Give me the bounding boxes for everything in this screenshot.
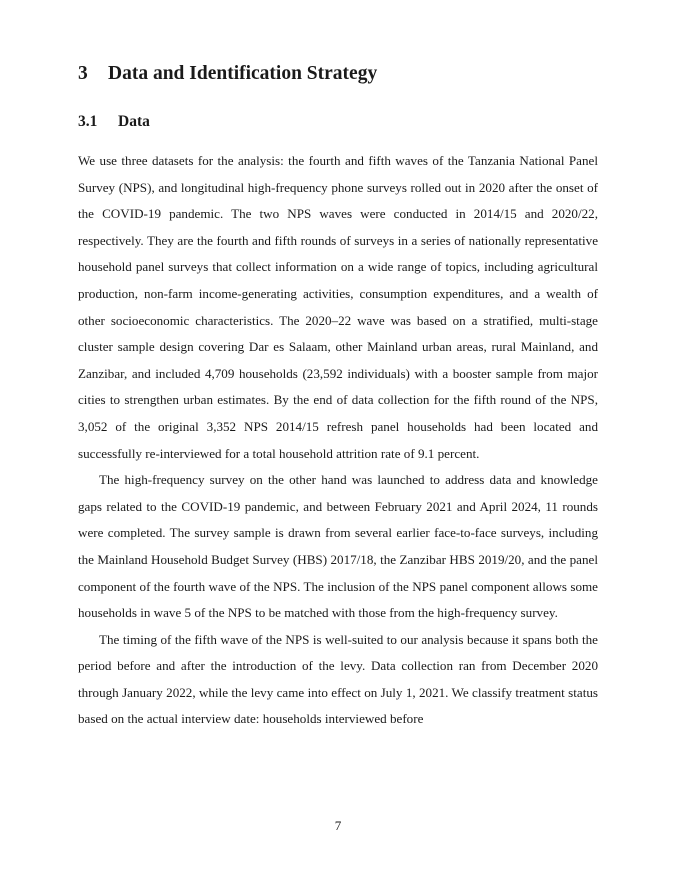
body-text xyxy=(78,148,598,733)
paragraph-timing: The timing of the fifth wave of the NPS is well-suited to our analysis because it spans both the period before and after the introduction of the levy. Data collection ran from December 2020 through January 2022, while the levy came into effect on July 1, 2021. We classify treatment status based on the actual interview date: households interviewed before xyxy=(78,631,598,727)
subsection-heading xyxy=(78,112,150,132)
page-number: 7 xyxy=(334,818,342,833)
paragraph-datasets: We use three datasets for the analysis: the fourth and fifth waves of the Tanzania National Panel Survey (NPS), and longitudinal high-frequency phone surveys rolled out in 2020 after the onset of the COVID-19 pandemic. The two NPS waves were conducted in 2014/15 and 2020/22, respectively. They are the fourth and fifth rounds of surveys in a series of nationally representative household panel surveys that collect information on a wide range of topics, including agricultural production, non-farm income-generating activities, consumption expenditures, and a wealth of other socioeconomic characteristics. The 2020–22 wave was based on a stratified, multi-stage cluster sample design covering Dar es Salaam, other Mainland urban areas, rural Mainland, and Zanzibar, and included 4,709 households (23,592 individuals) with a booster sample from major cities to strengthen urban estimates. By the end of data collection for the fifth round of the NPS, 3,052 of the original 3,352 NPS 2014/15 refresh panel households had been located and successfully re-interviewed for a total household attrition rate of 9.1 percent. xyxy=(78,153,598,461)
section-heading xyxy=(78,62,377,86)
paragraph-high-frequency-survey: The high-frequency survey on the other hand was launched to address data and knowledge gaps related to the COVID-19 pandemic, and between February 2021 and April 2024, 11 rounds were completed. The survey sample is drawn from several earlier face-to-face surveys, including the Mainland Household Budget Survey (HBS) 2017/18, the Zanzibar HBS 2019/20, and the panel component of the fourth wave of the NPS. The inclusion of the NPS panel component allows some households in wave 5 of the NPS to be matched with those from the high-frequency survey. xyxy=(78,472,598,621)
paper-page xyxy=(78,0,598,880)
section-title: Data and Identification Strategy xyxy=(108,63,378,84)
subsection-number: 3.1 xyxy=(78,113,98,130)
subsection-title: Data xyxy=(118,113,150,130)
section-number: 3 xyxy=(78,63,88,84)
